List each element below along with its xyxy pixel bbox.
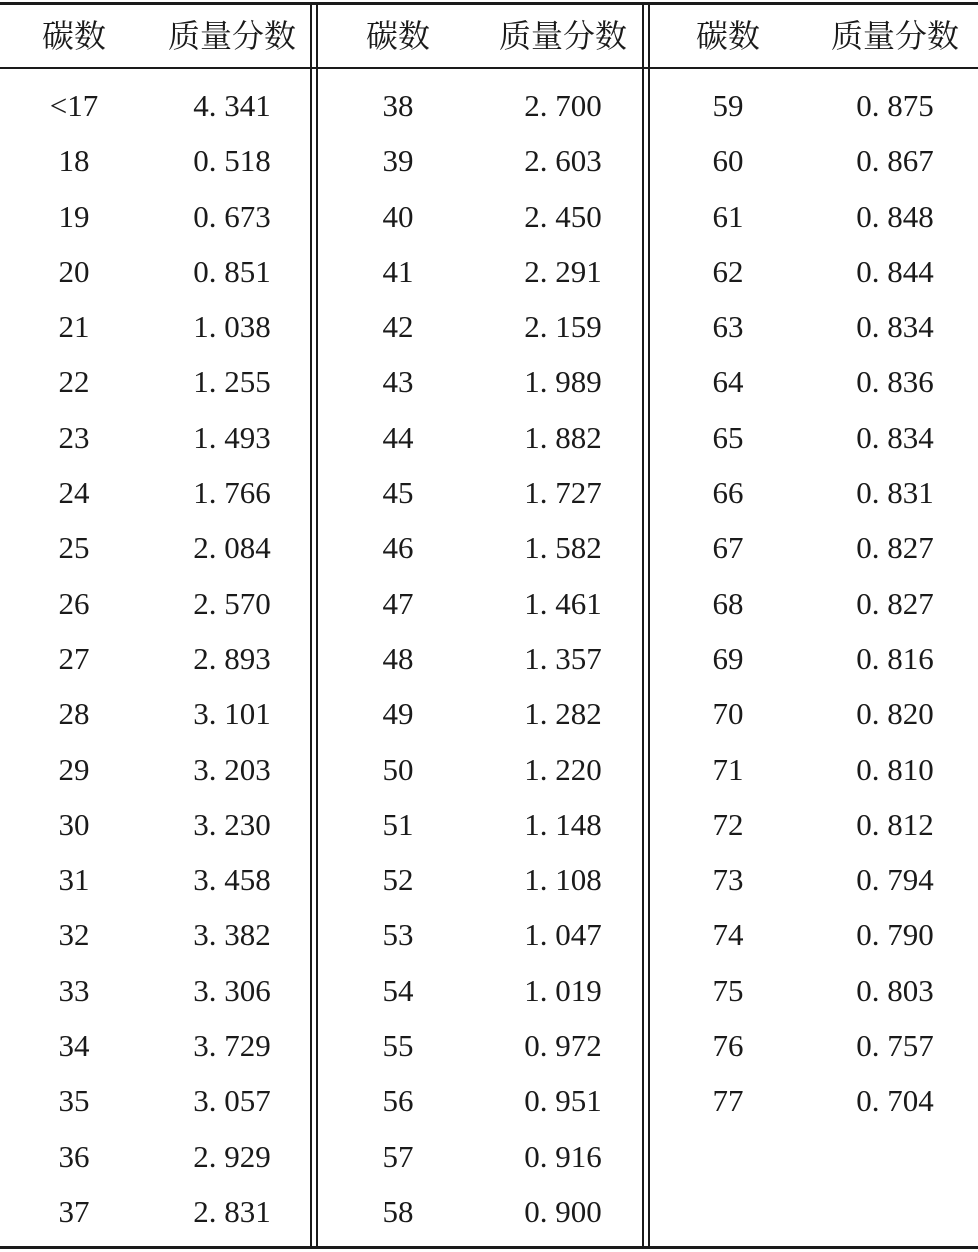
mass-fraction-cell	[823, 1129, 967, 1184]
table-row	[0, 576, 978, 631]
mass-fraction-cell: 0. 972	[524, 1028, 602, 1064]
table-row	[0, 1184, 978, 1239]
carbon-number-cell: 21	[58, 309, 90, 345]
mass-fraction-cell: 1. 038	[193, 309, 271, 345]
carbon-number-cell: 35	[58, 1083, 90, 1119]
carbon-number-cell: 48	[382, 640, 414, 676]
mass-fraction-cell: 1. 766	[193, 475, 271, 511]
mass-fraction-cell: 3. 306	[193, 972, 271, 1008]
carbon-number-cell: 46	[382, 530, 414, 566]
carbon-number-cell: 18	[58, 143, 90, 179]
mass-fraction-cell: 0. 916	[524, 1138, 602, 1174]
carbon-number-cell: 63	[712, 309, 744, 345]
carbon-number-cell: 20	[58, 253, 90, 289]
mass-fraction-cell: 0. 836	[856, 364, 934, 400]
mass-fraction-cell: 1. 255	[193, 364, 271, 400]
carbon-number-cell: 56	[382, 1083, 414, 1119]
table-row	[0, 631, 978, 686]
header-mass-fraction: 质量分数	[167, 17, 296, 55]
mass-fraction-cell: 0. 844	[856, 253, 934, 289]
mass-fraction-cell: 3. 729	[193, 1028, 271, 1064]
mass-fraction-cell: 1. 148	[524, 806, 602, 842]
carbon-number-cell: 49	[382, 696, 414, 732]
table-row	[0, 520, 978, 575]
carbon-number-cell: 24	[58, 475, 90, 511]
mass-fraction-cell: 0. 673	[193, 198, 271, 234]
table-row	[0, 244, 978, 299]
carbon-number-cell: 60	[712, 143, 744, 179]
carbon-number-cell: 23	[58, 419, 90, 455]
carbon-number-cell: 27	[58, 640, 90, 676]
carbon-number-cell: 44	[382, 419, 414, 455]
carbon-number-cell: 25	[58, 530, 90, 566]
carbon-number-cell: 29	[58, 751, 90, 787]
mass-fraction-cell: 0. 900	[524, 1193, 602, 1229]
mass-fraction-cell: 0. 518	[193, 143, 271, 179]
carbon-number-cell: 73	[712, 862, 744, 898]
mass-fraction-cell: 2. 893	[193, 640, 271, 676]
carbon-number-cell: 70	[712, 696, 744, 732]
header-carbon-number: 碳数	[41, 17, 106, 55]
carbon-number-cell: 52	[382, 862, 414, 898]
table-row	[0, 189, 978, 244]
carbon-number-cell: 43	[382, 364, 414, 400]
carbon-number-cell: 22	[58, 364, 90, 400]
mass-fraction-cell: 1. 220	[524, 751, 602, 787]
carbon-number-cell: 66	[712, 475, 744, 511]
header-rule	[0, 67, 978, 69]
carbon-number-cell: 28	[58, 696, 90, 732]
table-header	[0, 5, 978, 67]
mass-fraction-cell: 1. 582	[524, 530, 602, 566]
mass-fraction-cell: 1. 019	[524, 972, 602, 1008]
mass-fraction-cell: 0. 827	[856, 585, 934, 621]
mass-fraction-cell: 1. 882	[524, 419, 602, 455]
table-row	[0, 1129, 978, 1184]
mass-fraction-cell: 3. 101	[193, 696, 271, 732]
carbon-number-cell: 68	[712, 585, 744, 621]
mass-fraction-cell: 2. 603	[524, 143, 602, 179]
mass-fraction-cell: 0. 951	[524, 1083, 602, 1119]
carbon-number-cell: 31	[58, 862, 90, 898]
mass-fraction-cell: 0. 875	[856, 88, 934, 123]
mass-fraction-cell: 1. 282	[524, 696, 602, 732]
mass-fraction-cell: 1. 047	[524, 917, 602, 953]
carbon-number-cell: 77	[712, 1083, 744, 1119]
carbon-number-cell: 26	[58, 585, 90, 621]
table-row	[0, 1018, 978, 1073]
carbon-number-cell: 42	[382, 309, 414, 345]
carbon-number-cell: 64	[712, 364, 744, 400]
carbon-number-cell: 40	[382, 198, 414, 234]
header-mass-fraction: 质量分数	[498, 17, 627, 55]
table-row	[0, 465, 978, 520]
carbon-number-cell: 61	[712, 198, 744, 234]
table-row	[0, 907, 978, 962]
carbon-number-cell	[672, 1184, 784, 1239]
mass-fraction-cell: 2. 929	[193, 1138, 271, 1174]
table-body	[0, 78, 978, 1239]
table-row	[0, 742, 978, 797]
mass-fraction-cell: 0. 803	[856, 972, 934, 1008]
carbon-number-cell: 36	[58, 1138, 90, 1174]
mass-fraction-cell: 0. 851	[193, 253, 271, 289]
table-row	[0, 963, 978, 1018]
carbon-number-cell: 58	[382, 1193, 414, 1229]
mass-fraction-cell: 0. 848	[856, 198, 934, 234]
carbon-number-cell: 33	[58, 972, 90, 1008]
mass-fraction-cell: 2. 700	[524, 88, 602, 123]
carbon-number-cell: 55	[382, 1028, 414, 1064]
header-mass-fraction: 质量分数	[830, 17, 959, 55]
mass-fraction-cell: 1. 461	[524, 585, 602, 621]
mass-fraction-cell: 0. 834	[856, 419, 934, 455]
mass-fraction-cell: 2. 450	[524, 198, 602, 234]
mass-fraction-cell: 0. 834	[856, 309, 934, 345]
carbon-number-cell: 67	[712, 530, 744, 566]
mass-fraction-cell: 1. 989	[524, 364, 602, 400]
carbon-number-cell: 19	[58, 198, 90, 234]
mass-fraction-cell: 1. 357	[524, 640, 602, 676]
mass-fraction-cell: 0. 757	[856, 1028, 934, 1064]
carbon-number-cell: 69	[712, 640, 744, 676]
table-row	[0, 1073, 978, 1128]
carbon-number-cell: 74	[712, 917, 744, 953]
mass-fraction-cell: 0. 810	[856, 751, 934, 787]
carbon-number-cell: 65	[712, 419, 744, 455]
mass-fraction-cell: 1. 108	[524, 862, 602, 898]
mass-fraction-cell: 3. 458	[193, 862, 271, 898]
mass-fraction-cell: 2. 084	[193, 530, 271, 566]
carbon-number-cell: 71	[712, 751, 744, 787]
carbon-number-cell: 76	[712, 1028, 744, 1064]
carbon-number-cell: 47	[382, 585, 414, 621]
table-bottom-rule	[0, 1246, 978, 1249]
carbon-number-cell: 72	[712, 806, 744, 842]
carbon-number-cell: 51	[382, 806, 414, 842]
mass-fraction-cell: 0. 812	[856, 806, 934, 842]
carbon-number-cell: 50	[382, 751, 414, 787]
carbon-number-cell: 53	[382, 917, 414, 953]
carbon-number-cell	[672, 1129, 784, 1184]
carbon-number-cell: 62	[712, 253, 744, 289]
mass-fraction-cell: 1. 727	[524, 475, 602, 511]
table-row	[0, 686, 978, 741]
carbon-number-cell: 37	[58, 1193, 90, 1229]
carbon-number-cell: 39	[382, 143, 414, 179]
mass-fraction-cell: 1. 493	[193, 419, 271, 455]
mass-fraction-cell: 3. 057	[193, 1083, 271, 1119]
table-row	[0, 410, 978, 465]
carbon-number-cell: 59	[712, 88, 744, 123]
header-carbon-number: 碳数	[695, 17, 760, 55]
carbon-number-cell: 34	[58, 1028, 90, 1064]
mass-fraction-cell: 0. 704	[856, 1083, 934, 1119]
mass-fraction-cell: 0. 867	[856, 143, 934, 179]
mass-fraction-cell: 0. 820	[856, 696, 934, 732]
carbon-number-cell: 45	[382, 475, 414, 511]
carbon-number-cell: 32	[58, 917, 90, 953]
table-row	[0, 78, 978, 133]
mass-fraction-cell: 4. 341	[193, 88, 271, 123]
carbon-number-cell: 75	[712, 972, 744, 1008]
mass-fraction-cell: 0. 827	[856, 530, 934, 566]
carbon-number-cell: 41	[382, 253, 414, 289]
carbon-number-cell: 54	[382, 972, 414, 1008]
table-row	[0, 852, 978, 907]
mass-fraction-cell: 3. 382	[193, 917, 271, 953]
carbon-number-cell: 57	[382, 1138, 414, 1174]
mass-fraction-cell	[823, 1184, 967, 1239]
table-row	[0, 133, 978, 188]
mass-fraction-cell: 3. 230	[193, 806, 271, 842]
table-row	[0, 299, 978, 354]
table-row	[0, 354, 978, 409]
carbon-number-cell: <17	[49, 88, 99, 123]
mass-fraction-cell: 0. 831	[856, 475, 934, 511]
header-carbon-number: 碳数	[365, 17, 430, 55]
mass-fraction-cell: 2. 159	[524, 309, 602, 345]
mass-fraction-cell: 0. 794	[856, 862, 934, 898]
carbon-number-cell: 30	[58, 806, 90, 842]
mass-fraction-cell: 2. 291	[524, 253, 602, 289]
mass-fraction-cell: 0. 790	[856, 917, 934, 953]
mass-fraction-cell: 2. 570	[193, 585, 271, 621]
mass-fraction-cell: 3. 203	[193, 751, 271, 787]
carbon-number-cell: 38	[382, 88, 414, 123]
table-row	[0, 797, 978, 852]
mass-fraction-cell: 2. 831	[193, 1193, 271, 1229]
mass-fraction-cell: 0. 816	[856, 640, 934, 676]
